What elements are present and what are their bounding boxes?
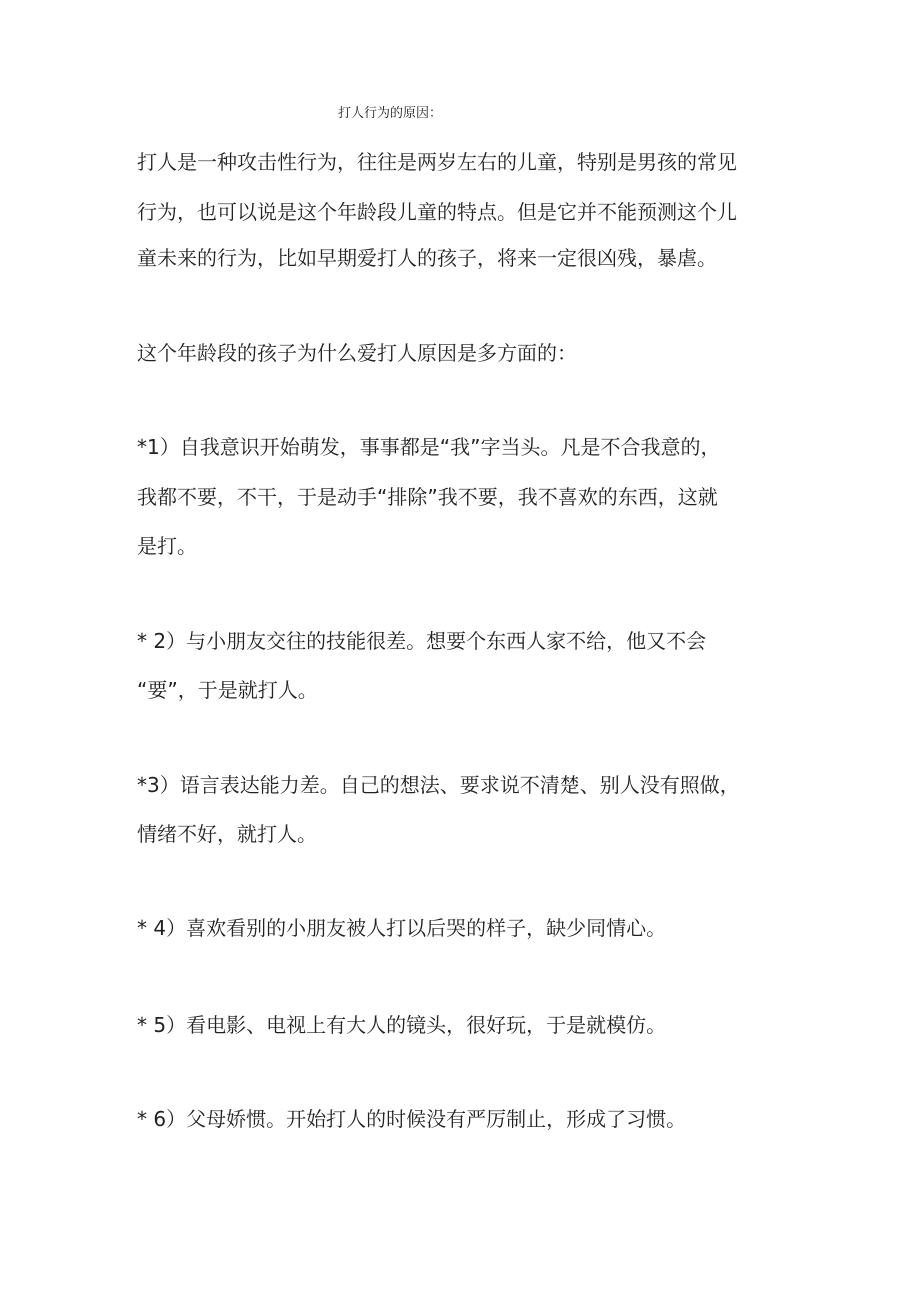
reason-4-line: * 4）喜欢看别的小朋友被人打以后哭的样子，缺少同情心。 [137, 916, 667, 940]
intro-line: 打人是一种攻击性行为，往往是两岁左右的儿童，特别是男孩的常见 [137, 150, 737, 174]
reason-3-line: *3）语言表达能力差。自己的想法、要求说不清楚、别人没有照做， [137, 773, 740, 797]
intro-line: 童未来的行为，比如早期爱打人的孩子，将来一定很凶残，暴虐。 [137, 246, 717, 270]
reason-1-line: *1）自我意识开始萌发，事事都是“我”字当头。凡是不合我意的， [137, 435, 721, 459]
reason-5-line: * 5）看电影、电视上有大人的镜头，很好玩，于是就模仿。 [137, 1013, 667, 1037]
reason-6-line: * 6）父母娇惯。开始打人的时候没有严厉制止，形成了习惯。 [137, 1107, 687, 1131]
reason-2-line: “要”，于是就打人。 [137, 678, 318, 702]
question-line: 这个年龄段的孩子为什么爱打人原因是多方面的： [137, 341, 577, 365]
document-title: 打人行为的原因： [337, 106, 442, 121]
intro-line: 行为，也可以说是这个年龄段儿童的特点。但是它并不能预测这个儿 [137, 200, 737, 224]
reason-2-line: * 2）与小朋友交往的技能很差。想要个东西人家不给，他又不会 [137, 629, 707, 653]
reason-1-line: 我都不要，不干，于是动手“排除”我不要，我不喜欢的东西，这就 [137, 485, 718, 509]
reason-3-line: 情绪不好，就打人。 [137, 822, 317, 846]
reason-1-line: 是打。 [137, 534, 197, 558]
